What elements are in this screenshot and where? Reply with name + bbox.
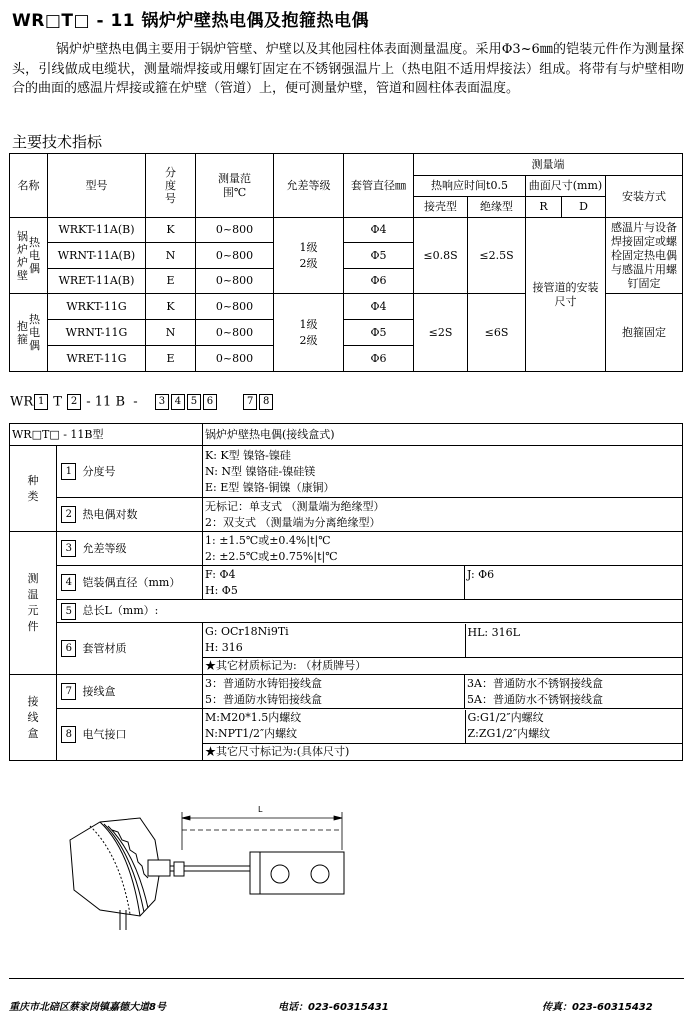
row5-num — [57, 600, 81, 623]
index-cell: K — [146, 218, 196, 243]
index-cell: N — [146, 320, 196, 346]
range-cell: 0~800 — [196, 269, 274, 294]
value-line: G: OCr18Ni9Ti — [205, 625, 289, 639]
tol-2: 2级 — [299, 256, 318, 270]
range-cell: 0~800 — [196, 218, 274, 243]
row5-num-box: 5 — [61, 603, 76, 620]
value-line: 2: ±2.5℃或±0.75%|t|℃ — [205, 549, 338, 563]
dia-cell: Φ4 — [344, 218, 414, 243]
group2-install: 抱箍固定 — [606, 294, 683, 372]
row8-label: 电气接口 — [81, 709, 203, 761]
group1-name-a: 锅炉炉壁 — [17, 229, 28, 282]
value-line: H: 316 — [205, 641, 243, 655]
hdr-response: 热响应时间t0.5 — [414, 176, 526, 197]
dia-cell: Φ4 — [344, 294, 414, 320]
model-cell: WRET-11A(B) — [48, 269, 146, 294]
row3-values — [203, 532, 683, 566]
hdr-tolerance: 允差等级 — [274, 154, 344, 218]
value-line: K: K型 镍铬-镍硅 — [205, 448, 291, 462]
group-box-text: 接线盒 — [27, 694, 39, 740]
model-cell: WRNT-11G — [48, 320, 146, 346]
hdr-model: 型号 — [48, 154, 146, 218]
group-measure — [10, 532, 57, 675]
group-kind — [10, 446, 57, 532]
hdr-range — [196, 154, 274, 218]
curve-note-text: 接管道的安装尺寸 — [532, 280, 599, 308]
value-line: 5：普通防水铸铝接线盒 — [205, 692, 322, 706]
tol-2: 2级 — [299, 333, 318, 347]
group1-name-b: 热电偶 — [29, 236, 40, 275]
row1-num-box: 1 — [61, 463, 76, 480]
code-box-8: 8 — [259, 394, 273, 410]
hdr-index-text: 分度号 — [165, 166, 176, 205]
row6-right: HL: 316L — [465, 624, 683, 658]
intro-paragraph: 锅炉炉壁热电偶主要用于锅炉管壁、炉壁以及其他园柱体表面测量温度。采用Φ3~6㎜的铠装元件作为测量探头，引线做成电缆状，测量端焊接或用螺钉固定在不锈钢强温片上（热电阻不适用焊接法）组成。将带有与炉壁相吻合的曲面的感温片焊接或箍在炉壁（管道）上，便可测量炉壁，管道和圆柱体表面温度。 — [12, 42, 684, 96]
row6-num-box: 6 — [61, 640, 76, 657]
value-line: 3：普通防水铸铝接线盒 — [205, 676, 322, 690]
hdr-insulated: 绝缘型 — [468, 197, 526, 218]
group1-resp-insul: ≤2.5S — [468, 218, 526, 294]
code-box-5: 5 — [187, 394, 201, 410]
row8-note: ★其它尺寸标记为:(具体尺寸) — [205, 744, 350, 758]
dia-cell: Φ6 — [344, 346, 414, 372]
footer-divider — [9, 978, 684, 979]
hdr-measure-end: 测量端 — [414, 154, 683, 176]
row6-note: ★其它材质标记为: （材质牌号） — [205, 658, 367, 672]
hdr-tube-dia: 套管直径㎜ — [344, 154, 414, 218]
hdr-name: 名称 — [10, 154, 48, 218]
value-line: N: N型 镍铬硅-镍硅镁 — [205, 464, 316, 478]
value-line: 5A：普通防水不锈钢接线盒 — [467, 692, 603, 706]
model-cell: WRKT-11G — [48, 294, 146, 320]
code-prefix: WR — [10, 394, 34, 410]
hdr-curve: 曲面尺寸(mm) — [526, 176, 606, 197]
value-line: Z:ZG1/2″内螺纹 — [467, 727, 551, 741]
value-line: 1: ±1.5℃或±0.4%|t|℃ — [205, 533, 331, 547]
row8-left — [203, 710, 465, 744]
group2-name-a: 抱箍 — [17, 319, 28, 346]
row1-label: 分度号 — [81, 446, 203, 498]
model-cell: WRKT-11A(B) — [48, 218, 146, 243]
hdr-r: R — [526, 197, 562, 218]
index-cell: E — [146, 269, 196, 294]
sensor-plate-drawing — [174, 852, 344, 894]
row4-left — [203, 566, 465, 600]
model-cell: WRET-11G — [48, 346, 146, 372]
row3-label: 允差等级 — [81, 532, 203, 566]
group1-install: 感温片与设备焊接固定或螺栓固定热电偶与感温片用螺钉固定 — [606, 218, 683, 294]
row8-num — [57, 709, 81, 761]
row3-num-box: 3 — [61, 540, 76, 557]
tol-1: 1级 — [299, 317, 318, 331]
row2-label: 热电偶对数 — [81, 498, 203, 532]
range-cell: 0~800 — [196, 346, 274, 372]
footer-fax: 传真：023-60315432 — [542, 1002, 653, 1013]
hdr-install: 安装方式 — [606, 176, 683, 218]
range-cell: 0~800 — [196, 320, 274, 346]
row7-label: 接线盒 — [81, 675, 203, 709]
terminal-head-drawing — [70, 818, 170, 930]
value-line: G:G1/2″内螺纹 — [467, 711, 544, 725]
index-cell: E — [146, 346, 196, 372]
row7-right — [465, 675, 683, 709]
group2-name — [10, 294, 48, 372]
row8-right — [465, 710, 683, 744]
footer-phone: 电话：023-60315431 — [278, 1002, 389, 1013]
sel-head-left: WR□T□ - 11B型 — [10, 424, 203, 446]
dimension-label: L — [258, 805, 263, 814]
hdr-welded: 接壳型 — [414, 197, 468, 218]
dia-cell: Φ5 — [344, 243, 414, 269]
group-measure-text: 测温元件 — [27, 572, 39, 633]
group2-resp-insul: ≤6S — [468, 294, 526, 372]
row7-num-box: 7 — [61, 683, 76, 700]
group1-resp-welded: ≤0.8S — [414, 218, 468, 294]
dia-cell: Φ5 — [344, 320, 414, 346]
page-title: WR□T□ - 11 锅炉炉壁热电偶及抱箍热电偶 — [12, 11, 370, 31]
row2-num — [57, 498, 81, 532]
row2-num-box: 2 — [61, 506, 76, 523]
row2-values — [203, 498, 683, 532]
row4-right: J: Φ6 — [465, 566, 683, 600]
code-box-2: 2 — [67, 394, 81, 410]
dia-cell: Φ6 — [344, 269, 414, 294]
hdr-range-text: 测量范围℃ — [218, 171, 251, 199]
group1-name — [10, 218, 48, 294]
value-line: E: E型 镍铬-铜镍（康铜） — [205, 480, 335, 494]
spec-table — [9, 153, 683, 372]
group2-name-b: 热电偶 — [29, 313, 40, 352]
index-cell: N — [146, 243, 196, 269]
spec-heading: 主要技术指标 — [12, 133, 103, 151]
row4-label: 铠装偶直径（mm） — [81, 566, 203, 600]
group1-tolerance — [274, 218, 344, 294]
row4-num — [57, 566, 81, 600]
group2-tolerance — [274, 294, 344, 372]
value-line: 3A：普通防水不锈钢接线盒 — [467, 676, 603, 690]
value-line: 无标记：单支式 （测量端为绝缘型） — [205, 499, 385, 513]
selection-table — [9, 423, 683, 761]
group-box — [10, 675, 57, 761]
model-cell: WRNT-11A(B) — [48, 243, 146, 269]
model-code-line — [10, 394, 274, 410]
code-t: T — [53, 394, 62, 410]
row3-num — [57, 532, 81, 566]
code-box-4: 4 — [171, 394, 185, 410]
row6-inner — [203, 624, 683, 674]
index-cell: K — [146, 294, 196, 320]
group2-resp-welded: ≤2S — [414, 294, 468, 372]
row1-num — [57, 446, 81, 498]
row8-values — [203, 709, 683, 761]
row8-inner — [203, 710, 683, 760]
row7-left — [203, 675, 465, 709]
row7-num — [57, 675, 81, 709]
code-box-6: 6 — [203, 394, 217, 410]
value-line: F: Φ4 — [205, 567, 236, 581]
row5-label: 总长L（mm）: — [81, 600, 683, 623]
value-line: 2：双支式 （测量端为分离绝缘型） — [205, 515, 381, 529]
row6-values — [203, 623, 683, 675]
range-cell: 0~800 — [196, 294, 274, 320]
footer-address: 重庆市北碚区蔡家岗镇嘉德大道8号 — [9, 1002, 166, 1013]
product-drawing — [60, 800, 360, 940]
row6-left — [203, 624, 465, 658]
row4-num-box: 4 — [61, 574, 76, 591]
code-box-3: 3 — [155, 394, 169, 410]
value-line: H: Φ5 — [205, 583, 238, 597]
value-line: N:NPT1/2″内螺纹 — [205, 727, 298, 741]
hdr-index — [146, 154, 196, 218]
curve-note — [526, 218, 606, 372]
group-kind-text: 种类 — [27, 473, 39, 503]
row6-label: 套管材质 — [81, 623, 203, 675]
range-cell: 0~800 — [196, 243, 274, 269]
code-box-7: 7 — [243, 394, 257, 410]
dimension-line — [182, 812, 342, 850]
row8-num-box: 8 — [61, 726, 76, 743]
hdr-d: D — [562, 197, 606, 218]
row6-num — [57, 623, 81, 675]
code-mid: - 11 B - — [86, 394, 138, 410]
tol-1: 1级 — [299, 240, 318, 254]
value-line: M:M20*1.5内螺纹 — [205, 711, 302, 725]
row1-values — [203, 446, 683, 498]
sel-head-right: 锅炉炉壁热电偶(接线盒式) — [203, 424, 683, 446]
code-box-1: 1 — [34, 394, 48, 410]
